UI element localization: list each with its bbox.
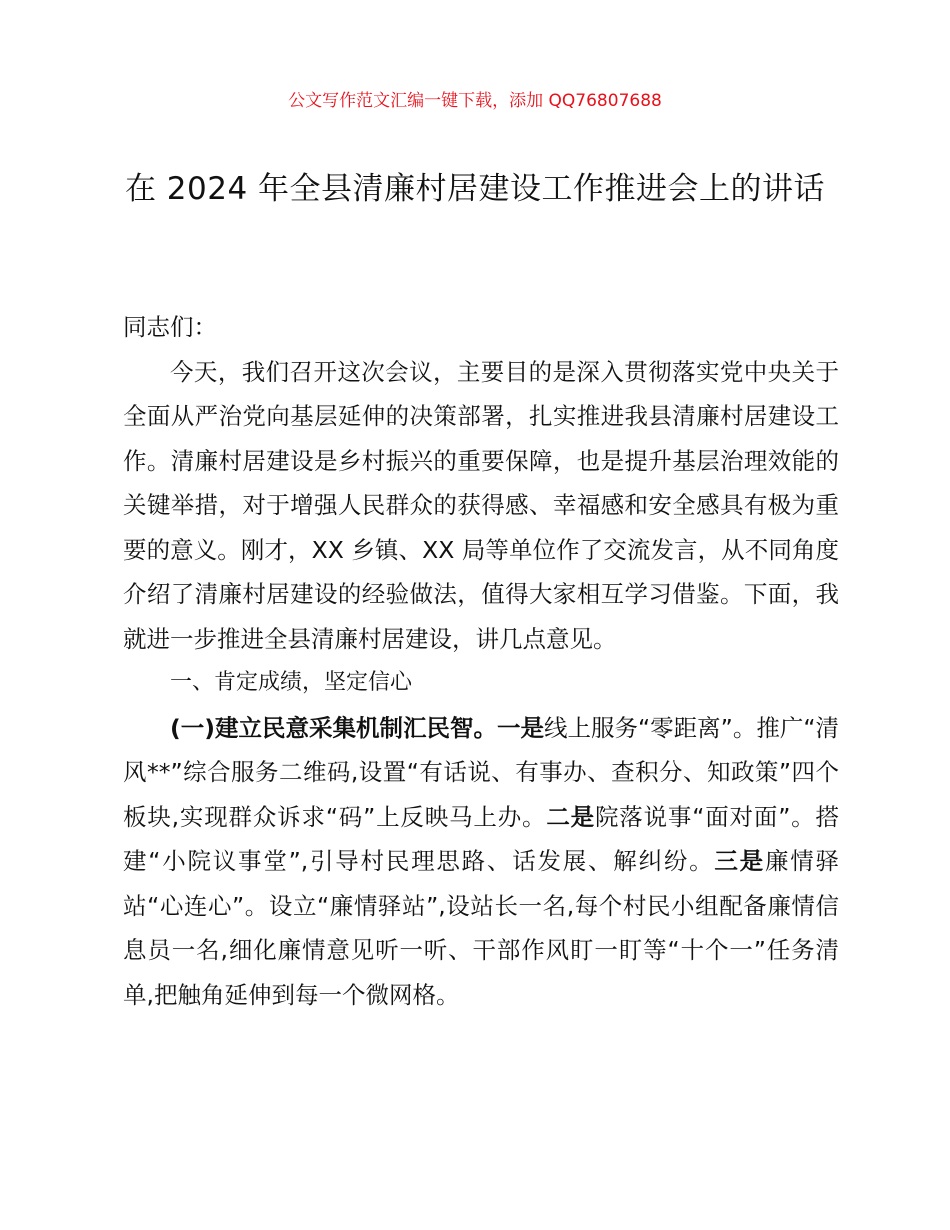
paragraph-measures [123, 706, 839, 1018]
document-body [123, 305, 839, 1017]
section-heading-1: 一、肯定成绩，坚定信心 [170, 670, 413, 695]
point-2-text: 院落说事“面对面”。搭建“小院议事堂”,引导村民理思路、话发展、解纠纷。 [123, 802, 839, 875]
download-banner: 公文写作范文汇编一键下载，添加 QQ76807688 [288, 91, 662, 111]
point-1-text: 线上服务“零距离”。推广“清风**”综合服务二维码,设置“有话说、有事办、查积分、知政策”四个板块,实现群众诉求“码”上反映马上办。 [123, 713, 840, 831]
point-3-text: 廉情驿站“心连心”。设立“廉情驿站”,设站长一名,每个村民小组配备廉情信息员一名,细化廉情意见听一听、干部作风盯一盯等“十个一”任务清单,把触角延伸到每一个微网格。 [123, 847, 840, 1009]
lead-point-2: 二是 [546, 802, 595, 831]
document-title: 在 2024 年全县清廉村居建设工作推进会上的讲话 [124, 171, 826, 207]
paragraph-intro: 今天，我们召开这次会议，主要目的是深入贯彻落实党中央关于全面从严治党向基层延伸的决策部署，扎实推进我县清廉村居建设工作。清廉村居建设是乡村振兴的重要保障，也是提升基层治理效能的关键举措，对于增强人民群众的获得感、幸福感和安全感具有极为重要的意义。刚才，XX 乡镇、XX 局等单位作了交流发言，从不同角度介绍了清廉村居建设的经验做法，值得大家相互学习借鉴。下面，我就进一步推进全县清廉村居建设，讲几点意见。 [123, 357, 839, 653]
subheading-1: (一)建立民意采集机制汇民智。 [170, 713, 497, 742]
lead-point-3: 三是 [714, 847, 765, 875]
salutation: 同志们： [123, 313, 217, 341]
lead-point-1: 一是 [496, 713, 544, 742]
